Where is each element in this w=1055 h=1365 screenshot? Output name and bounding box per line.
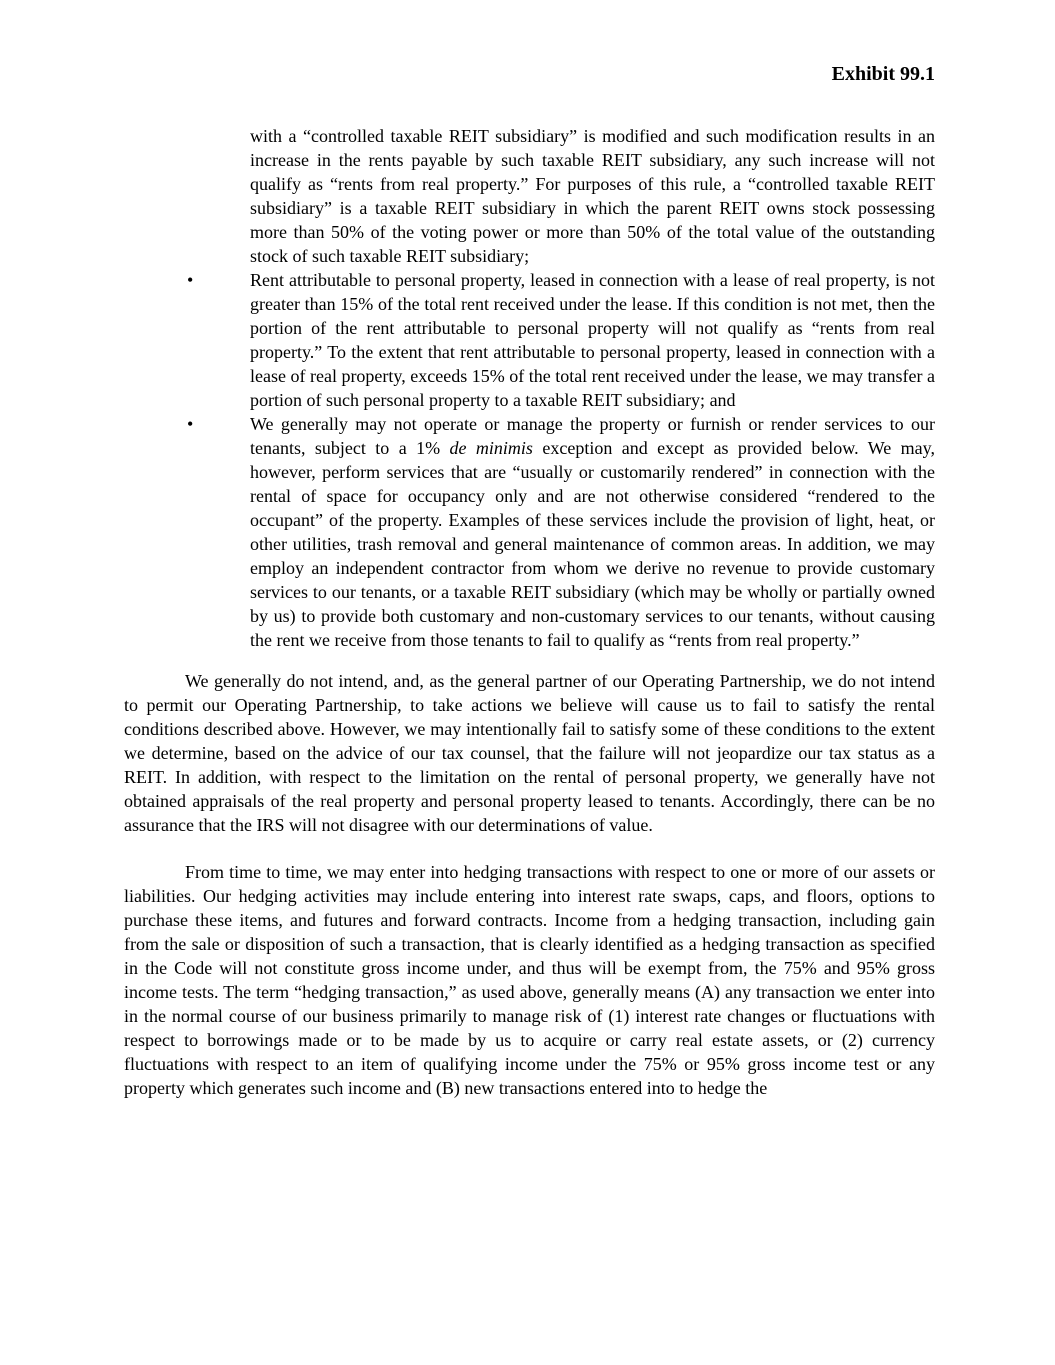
exhibit-label: Exhibit 99.1 xyxy=(831,63,935,85)
bullet-services-text-italic: de minimis xyxy=(449,438,533,458)
bullet-rent-text: Rent attributable to personal property, leased in connection with a lease of real property, is not greater than 15% of the total rent received under the lease. If this condition is not met, then the portion of the rent attributable to personal property will not qualify as “rents from real property.” To the extent that rent attributable to personal property, leased in connection with a lease of real property, exceeds 15% of the total rent received under the lease, we may transfer a portion of such personal property to a taxable REIT subsidiary; and xyxy=(250,270,936,410)
bullet-services-text-post: exception and except as provided below. We may, however, perform services that are “usually or customarily rendered” in connection with the rental of space for occupancy only and are not otherwise considered “rendered to the occupant” of the property. Examples of these services include the provision of light, heat, or other utilities, trash removal and general maintenance of common areas. In addition, we may employ an independent contractor from whom we derive no revenue to provide customary services to our tenants, or a taxable REIT subsidiary (which may be wholly or partially owned by us) to provide both customary and non-customary services to our tenants, without causing the rent we receive from those tenants to fail to qualify as “rents from real property.” xyxy=(250,438,935,650)
document-body xyxy=(124,124,935,1100)
list-continuation-paragraph: with a “controlled taxable REIT subsidiary” is modified and such modification results in an increase in the rents payable by such taxable REIT subsidiary, any such increase will not qualify as “rents from real property.” For purposes of this rule, a “controlled taxable REIT subsidiary” is a taxable REIT subsidiary in which the parent REIT owns stock possessing more than 50% of the voting power or more than 50% of the total value of the outstanding stock of such taxable REIT subsidiary; xyxy=(250,126,935,266)
bullet-item-services xyxy=(187,412,935,652)
bullet-services-text-pre: We generally may not operate or manage the property or furnish or render services to our tenants, subject to a 1% xyxy=(250,414,935,458)
bullet-item-rent-personal-property xyxy=(187,268,936,412)
bullet-icon: • xyxy=(187,414,194,434)
bullet-icon: • xyxy=(187,270,194,290)
paragraph-rental-conditions: We generally do not intend, and, as the general partner of our Operating Partnership, we do not intend to permit our Operating Partnership, to take actions we believe will cause us to fail to satisfy the rental conditions described above. However, we may intentionally fail to satisfy some of these conditions to the extent we determine, based on the advice of our tax counsel, that the failure will not jeopardize our tax status as a REIT. In addition, with respect to the limitation on the rental of personal property, we generally have not obtained appraisals of the real property and personal property leased to tenants. Accordingly, there can be no assurance that the IRS will not disagree with our determinations of value. xyxy=(124,671,935,835)
paragraph-hedging-transactions: From time to time, we may enter into hedging transactions with respect to one or more of our assets or liabilities. Our hedging activities may include entering into interest rate swaps, caps, and floors, options to purchase these items, and futures and forward contracts. Income from a hedging transaction, including gain from the sale or disposition of such a transaction, that is clearly identified as a hedging transaction as specified in the Code will not constitute gross income under, and thus will be exempt from, the 75% and 95% gross income tests. The term “hedging transaction,” as used above, generally means (A) any transaction we enter into in the normal course of our business primarily to manage risk of (1) interest rate changes or fluctuations with respect to borrowings made or to be made by us to acquire or carry real estate assets, or (2) currency fluctuations with respect to an item of qualifying income under the 75% or 95% gross income test or any property which generates such income and (B) new transactions entered into to hedge the xyxy=(124,862,935,1098)
